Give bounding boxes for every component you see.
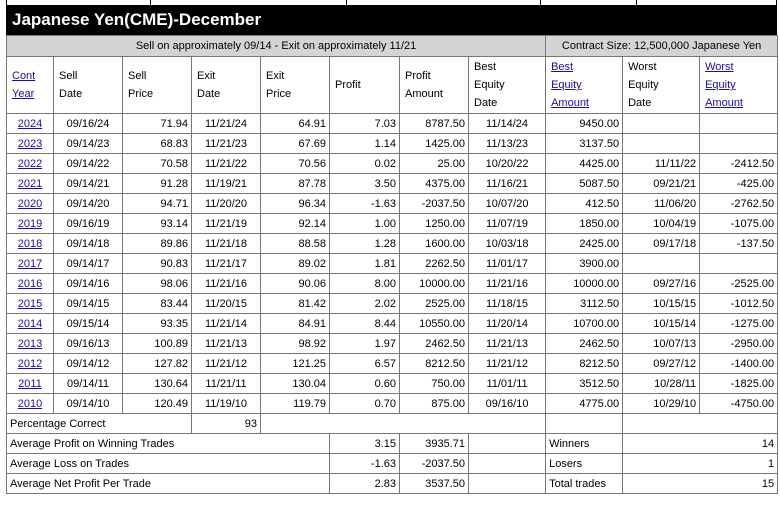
cell-profit: 1.14	[330, 134, 400, 154]
cell-best-equity-amount: 8212.50	[546, 354, 623, 374]
avg-net-amount: 3537.50	[400, 474, 469, 494]
page-title: Japanese Yen(CME)-December	[6, 5, 777, 35]
cell-best-equity-date: 11/21/12	[469, 354, 546, 374]
table-row	[7, 214, 778, 234]
table-row	[7, 174, 778, 194]
cell-worst-equity-date	[623, 254, 700, 274]
cell-profit-amount: 10000.00	[400, 274, 469, 294]
cell-best-equity-date: 11/14/24	[469, 114, 546, 134]
cell-profit-amount: 2525.00	[400, 294, 469, 314]
table-row	[7, 254, 778, 274]
cell-worst-equity-date: 10/29/10	[623, 394, 700, 414]
cell-profit: 0.60	[330, 374, 400, 394]
cell-exit-date: 11/21/11	[192, 374, 261, 394]
avg-win-label: Average Profit on Winning Trades	[7, 434, 330, 454]
cell-exit-date: 11/19/21	[192, 174, 261, 194]
cell-sell-price: 100.89	[123, 334, 192, 354]
cell-cont-year[interactable]	[7, 274, 54, 294]
year-link[interactable]: 2022	[17, 157, 43, 170]
cell-exit-date: 11/19/10	[192, 394, 261, 414]
header-best-equity-date	[469, 57, 546, 114]
cell-sell-date: 09/14/11	[54, 374, 123, 394]
cell-best-equity-amount: 9450.00	[546, 114, 623, 134]
avg-loss-profit: -1.63	[330, 454, 400, 474]
cell-sell-price: 68.83	[123, 134, 192, 154]
cell-exit-date: 11/21/18	[192, 234, 261, 254]
cell-sell-date: 09/14/17	[54, 254, 123, 274]
header-best-equity-date-line: Equity	[474, 79, 505, 91]
year-link[interactable]: 2018	[17, 237, 43, 250]
cell-worst-equity-amount	[700, 114, 778, 134]
avg-net-profit: 2.83	[330, 474, 400, 494]
header-worst-equity-date-line: Equity	[628, 79, 659, 91]
cell-sell-price: 127.82	[123, 354, 192, 374]
cell-profit-amount: -2037.50	[400, 194, 469, 214]
cell-profit-amount: 2462.50	[400, 334, 469, 354]
cell-worst-equity-amount: -2762.50	[700, 194, 778, 214]
cell-worst-equity-date: 10/28/11	[623, 374, 700, 394]
cell-profit: 1.97	[330, 334, 400, 354]
year-link[interactable]: 2013	[17, 337, 43, 350]
cell-exit-price: 121.25	[261, 354, 330, 374]
header-worst-equity-amount-line[interactable]: Amount	[705, 97, 743, 109]
cell-worst-equity-amount: -4750.00	[700, 394, 778, 414]
cell-exit-price: 87.78	[261, 174, 330, 194]
cell-profit-amount: 2262.50	[400, 254, 469, 274]
cell-exit-price: 89.02	[261, 254, 330, 274]
cell-exit-date: 11/21/24	[192, 114, 261, 134]
cell-exit-date: 11/21/12	[192, 354, 261, 374]
avg-loss-amount: -2037.50	[400, 454, 469, 474]
summary-row-avg-net	[7, 474, 778, 494]
cell-sell-price: 70.58	[123, 154, 192, 174]
header-best-equity-amount-line[interactable]: Amount	[551, 97, 589, 109]
cell-exit-date: 11/21/19	[192, 214, 261, 234]
losers-label: Losers	[546, 454, 623, 474]
year-link[interactable]: 2014	[17, 317, 43, 330]
year-link[interactable]: 2011	[18, 377, 42, 390]
cell-best-equity-amount: 2425.00	[546, 234, 623, 254]
cell-profit: 3.50	[330, 174, 400, 194]
cell-worst-equity-amount: -137.50	[700, 234, 778, 254]
cell-cont-year[interactable]	[7, 174, 54, 194]
cell-cont-year[interactable]	[7, 134, 54, 154]
cell-best-equity-amount: 5087.50	[546, 174, 623, 194]
cell-worst-equity-date: 10/04/19	[623, 214, 700, 234]
year-link[interactable]: 2020	[17, 197, 43, 210]
percentage-correct-value: 93	[192, 414, 261, 434]
cell-exit-date: 11/20/15	[192, 294, 261, 314]
cell-sell-price: 71.94	[123, 114, 192, 134]
cell-cont-year[interactable]	[7, 234, 54, 254]
cell-sell-price: 91.28	[123, 174, 192, 194]
cell-exit-date: 11/20/20	[192, 194, 261, 214]
cell-best-equity-amount: 3512.50	[546, 374, 623, 394]
cell-best-equity-amount: 1850.00	[546, 214, 623, 234]
cell-exit-price: 84.91	[261, 314, 330, 334]
table-row	[7, 354, 778, 374]
cell-cont-year[interactable]	[7, 194, 54, 214]
table-row	[7, 374, 778, 394]
summary-row-avg-loss	[7, 454, 778, 474]
cell-exit-price: 88.58	[261, 234, 330, 254]
cell-cont-year[interactable]	[7, 214, 54, 234]
winners-label: Winners	[546, 434, 623, 454]
cell-worst-equity-date: 10/15/14	[623, 314, 700, 334]
cell-exit-date: 11/21/14	[192, 314, 261, 334]
header-exit-date	[192, 57, 261, 114]
cell-cont-year[interactable]	[7, 354, 54, 374]
header-profit	[330, 57, 400, 114]
cell-worst-equity-date: 09/21/21	[623, 174, 700, 194]
avg-win-amount: 3935.71	[400, 434, 469, 454]
cell-best-equity-amount: 4775.00	[546, 394, 623, 414]
header-best-equity-amount-line[interactable]: Equity	[551, 79, 582, 91]
empty-cell	[469, 454, 546, 474]
cell-exit-price: 70.56	[261, 154, 330, 174]
header-sell-price	[123, 57, 192, 114]
cell-worst-equity-date: 10/15/15	[623, 294, 700, 314]
cell-best-equity-amount: 10000.00	[546, 274, 623, 294]
cell-profit-amount: 8212.50	[400, 354, 469, 374]
cell-worst-equity-date: 09/27/16	[623, 274, 700, 294]
cell-profit-amount: 10550.00	[400, 314, 469, 334]
cell-profit: 8.44	[330, 314, 400, 334]
column-header-row	[7, 57, 778, 114]
year-link[interactable]: 2024	[17, 117, 43, 130]
trade-window-text: Sell on approximately 09/14 - Exit on approximately 11/21	[7, 36, 546, 57]
cell-sell-date: 09/14/22	[54, 154, 123, 174]
cell-sell-price: 93.14	[123, 214, 192, 234]
header-exit-date-line: Exit	[197, 70, 216, 82]
cell-profit-amount: 1425.00	[400, 134, 469, 154]
cell-sell-price: 130.64	[123, 374, 192, 394]
cell-profit-amount: 875.00	[400, 394, 469, 414]
losers-value: 1	[623, 454, 778, 474]
cell-worst-equity-amount: -1075.00	[700, 214, 778, 234]
cell-worst-equity-amount: -1012.50	[700, 294, 778, 314]
contract-size-text: Contract Size: 12,500,000 Japanese Yen	[546, 36, 778, 57]
empty-cell	[546, 414, 623, 434]
header-cont-year[interactable]	[7, 57, 54, 114]
header-best-equity-date-line: Date	[474, 97, 498, 109]
year-link[interactable]: 2021	[17, 177, 43, 190]
cell-sell-date: 09/14/23	[54, 134, 123, 154]
header-best-equity-date-line: Best	[474, 61, 497, 73]
header-profit-amount-line: Profit	[405, 70, 431, 82]
cell-exit-date: 11/21/17	[192, 254, 261, 274]
header-sell-price-line: Sell	[128, 70, 147, 82]
avg-win-profit: 3.15	[330, 434, 400, 454]
header-best-equity-amount[interactable]	[546, 57, 623, 114]
cell-exit-price: 67.69	[261, 134, 330, 154]
cell-worst-equity-date: 09/17/18	[623, 234, 700, 254]
table-row	[7, 234, 778, 254]
summary-row-percentage	[7, 414, 778, 434]
year-link[interactable]: 2023	[17, 137, 43, 150]
cell-best-equity-amount: 3900.00	[546, 254, 623, 274]
header-exit-price-line: Price	[266, 88, 292, 100]
cell-profit-amount: 25.00	[400, 154, 469, 174]
cell-best-equity-date: 11/18/15	[469, 294, 546, 314]
table-row	[7, 394, 778, 414]
header-sell-price-line: Price	[128, 88, 154, 100]
cell-cont-year[interactable]	[7, 374, 54, 394]
cell-worst-equity-date: 10/07/13	[623, 334, 700, 354]
cell-exit-price: 81.42	[261, 294, 330, 314]
header-sell-date-line: Sell	[59, 70, 78, 82]
header-worst-equity-date-line: Worst	[628, 61, 657, 73]
header-cont-year-line[interactable]: Year	[12, 88, 35, 100]
cell-cont-year[interactable]	[7, 334, 54, 354]
cell-sell-date: 09/16/13	[54, 334, 123, 354]
cell-sell-price: 83.44	[123, 294, 192, 314]
cell-cont-year[interactable]	[7, 114, 54, 134]
cell-profit-amount: 8787.50	[400, 114, 469, 134]
cell-best-equity-date: 11/01/17	[469, 254, 546, 274]
header-exit-price-line: Exit	[266, 70, 285, 82]
cell-best-equity-date: 11/07/19	[469, 214, 546, 234]
header-worst-equity-date	[623, 57, 700, 114]
cell-exit-date: 11/21/23	[192, 134, 261, 154]
cell-cont-year[interactable]	[7, 254, 54, 274]
cell-best-equity-amount: 412.50	[546, 194, 623, 214]
empty-cell	[469, 474, 546, 494]
cell-profit: 1.00	[330, 214, 400, 234]
cell-profit: 1.81	[330, 254, 400, 274]
cell-sell-price: 93.35	[123, 314, 192, 334]
cell-worst-equity-date: 11/06/20	[623, 194, 700, 214]
cell-exit-price: 64.91	[261, 114, 330, 134]
cell-worst-equity-amount: -2412.50	[700, 154, 778, 174]
cell-worst-equity-amount: -1825.00	[700, 374, 778, 394]
cell-worst-equity-amount: -425.00	[700, 174, 778, 194]
header-exit-date-line: Date	[197, 88, 221, 100]
header-exit-price	[261, 57, 330, 114]
cell-worst-equity-amount: -1275.00	[700, 314, 778, 334]
cell-sell-date: 09/14/21	[54, 174, 123, 194]
header-worst-equity-amount-line[interactable]: Worst	[705, 61, 734, 73]
cell-cont-year[interactable]	[7, 314, 54, 334]
cell-worst-equity-date: 11/11/22	[623, 154, 700, 174]
header-worst-equity-amount-line[interactable]: Equity	[705, 79, 736, 91]
cell-sell-date: 09/15/14	[54, 314, 123, 334]
cell-exit-date: 11/21/22	[192, 154, 261, 174]
cell-profit-amount: 4375.00	[400, 174, 469, 194]
cell-sell-date: 09/14/10	[54, 394, 123, 414]
cell-profit: 7.03	[330, 114, 400, 134]
year-link[interactable]: 2012	[17, 357, 43, 370]
cell-sell-price: 89.86	[123, 234, 192, 254]
cell-best-equity-date: 11/01/11	[469, 374, 546, 394]
cell-best-equity-date: 10/07/20	[469, 194, 546, 214]
table-row	[7, 274, 778, 294]
cell-exit-price: 92.14	[261, 214, 330, 234]
cell-sell-price: 94.71	[123, 194, 192, 214]
cell-best-equity-date: 10/20/22	[469, 154, 546, 174]
year-link[interactable]: 2016	[17, 277, 43, 290]
avg-net-label: Average Net Profit Per Trade	[7, 474, 330, 494]
empty-cell	[469, 434, 546, 454]
table-row	[7, 294, 778, 314]
total-trades-label: Total trades	[546, 474, 623, 494]
cell-exit-price: 96.34	[261, 194, 330, 214]
header-cont-year-line[interactable]: Cont	[12, 70, 36, 82]
cell-cont-year[interactable]	[7, 394, 54, 414]
header-profit-amount	[400, 57, 469, 114]
cell-best-equity-date: 11/13/23	[469, 134, 546, 154]
header-worst-equity-amount[interactable]	[700, 57, 778, 114]
cell-worst-equity-amount: -1400.00	[700, 354, 778, 374]
total-trades-value: 15	[623, 474, 778, 494]
cell-worst-equity-amount	[700, 254, 778, 274]
cell-profit-amount: 1250.00	[400, 214, 469, 234]
cell-best-equity-amount: 4425.00	[546, 154, 623, 174]
seasonal-trades-table	[6, 35, 778, 494]
cell-profit: 6.57	[330, 354, 400, 374]
table-row	[7, 194, 778, 214]
cell-exit-price: 98.92	[261, 334, 330, 354]
cell-worst-equity-date	[623, 134, 700, 154]
cell-best-equity-amount: 2462.50	[546, 334, 623, 354]
cell-profit-amount: 1600.00	[400, 234, 469, 254]
table-row	[7, 134, 778, 154]
subheader-row	[7, 36, 778, 57]
cell-sell-date: 09/14/12	[54, 354, 123, 374]
cell-best-equity-amount: 3137.50	[546, 134, 623, 154]
cell-sell-price: 120.49	[123, 394, 192, 414]
table-row	[7, 114, 778, 134]
cell-worst-equity-date	[623, 114, 700, 134]
cell-worst-equity-amount	[700, 134, 778, 154]
cell-best-equity-date: 10/03/18	[469, 234, 546, 254]
table-row	[7, 154, 778, 174]
cell-worst-equity-amount: -2950.00	[700, 334, 778, 354]
header-worst-equity-date-line: Date	[628, 97, 652, 109]
header-sell-date-line: Date	[59, 88, 83, 100]
cell-profit: 1.28	[330, 234, 400, 254]
cell-profit: 0.70	[330, 394, 400, 414]
cell-profit: 0.02	[330, 154, 400, 174]
avg-loss-label: Average Loss on Trades	[7, 454, 330, 474]
cell-sell-price: 98.06	[123, 274, 192, 294]
cell-best-equity-date: 11/21/16	[469, 274, 546, 294]
cell-cont-year[interactable]	[7, 154, 54, 174]
cell-profit: -1.63	[330, 194, 400, 214]
header-profit-line: Profit	[335, 79, 361, 91]
cell-profit: 2.02	[330, 294, 400, 314]
percentage-correct-label: Percentage Correct	[7, 414, 192, 434]
cell-best-equity-amount: 10700.00	[546, 314, 623, 334]
cell-cont-year[interactable]	[7, 294, 54, 314]
header-profit-amount-line: Amount	[405, 88, 443, 100]
year-link[interactable]: 2015	[17, 297, 43, 310]
cell-sell-date: 09/16/19	[54, 214, 123, 234]
cell-sell-date: 09/16/24	[54, 114, 123, 134]
winners-value: 14	[623, 434, 778, 454]
cell-sell-date: 09/14/15	[54, 294, 123, 314]
cell-worst-equity-date: 09/27/12	[623, 354, 700, 374]
year-link[interactable]: 2019	[17, 217, 43, 230]
cell-best-equity-date: 11/16/21	[469, 174, 546, 194]
table-row	[7, 314, 778, 334]
cell-profit: 8.00	[330, 274, 400, 294]
cell-exit-price: 119.79	[261, 394, 330, 414]
cell-exit-date: 11/21/13	[192, 334, 261, 354]
cell-sell-date: 09/14/20	[54, 194, 123, 214]
year-link[interactable]: 2010	[17, 397, 43, 410]
empty-cell	[623, 414, 778, 434]
cell-sell-date: 09/14/16	[54, 274, 123, 294]
cell-sell-date: 09/14/18	[54, 234, 123, 254]
year-link[interactable]: 2017	[17, 257, 43, 270]
cell-worst-equity-amount: -2525.00	[700, 274, 778, 294]
header-sell-date	[54, 57, 123, 114]
table-row	[7, 334, 778, 354]
cell-profit-amount: 750.00	[400, 374, 469, 394]
cell-exit-date: 11/21/16	[192, 274, 261, 294]
cell-best-equity-date: 11/21/13	[469, 334, 546, 354]
cell-best-equity-date: 09/16/10	[469, 394, 546, 414]
cell-exit-price: 130.04	[261, 374, 330, 394]
empty-cell	[261, 414, 546, 434]
summary-row-avg-win	[7, 434, 778, 454]
cell-best-equity-date: 11/20/14	[469, 314, 546, 334]
header-best-equity-amount-line[interactable]: Best	[551, 61, 574, 73]
cell-sell-price: 90.83	[123, 254, 192, 274]
cell-exit-price: 90.06	[261, 274, 330, 294]
cell-best-equity-amount: 3112.50	[546, 294, 623, 314]
